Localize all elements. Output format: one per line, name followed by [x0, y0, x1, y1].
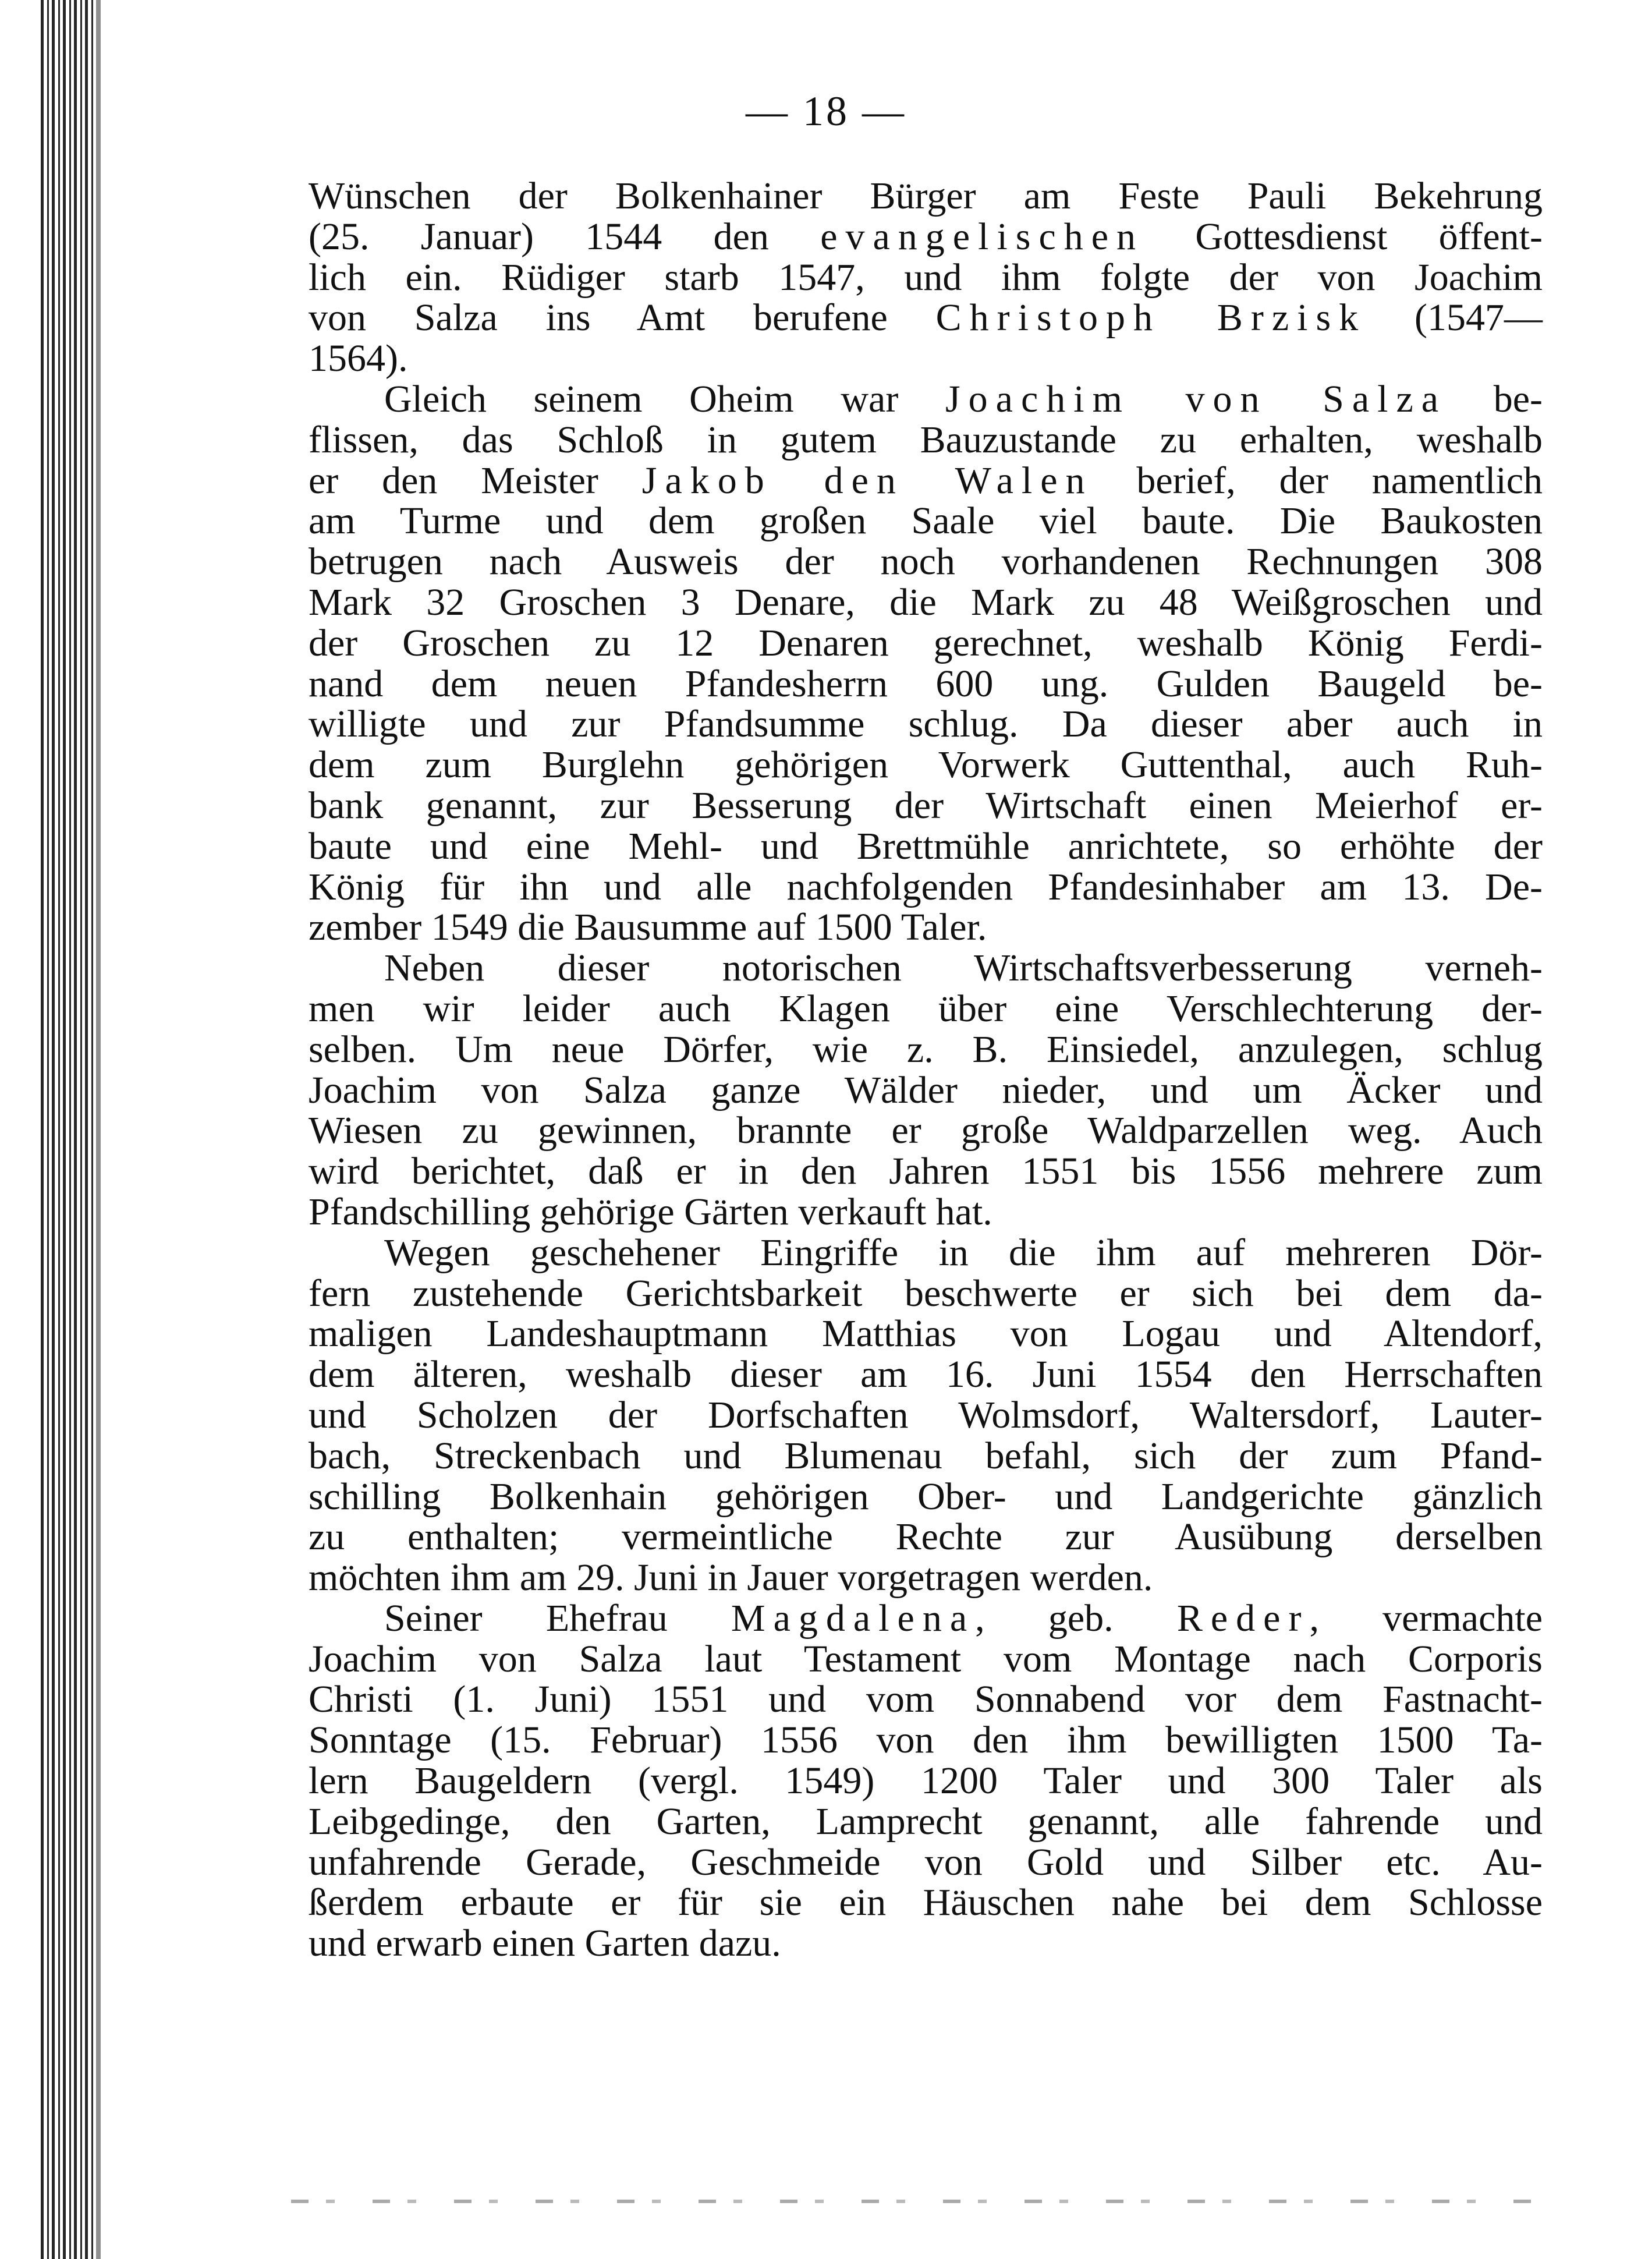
book-binding-edge: [41, 0, 96, 2259]
text-line: [309, 1639, 1543, 1680]
text-line: [309, 1557, 1543, 1598]
emphasized-name: Reder: [1176, 1596, 1310, 1640]
text-segment: Sonntage (15. Februar) 1556 von den ihm bewilligten 1500 Ta-: [309, 1719, 1543, 1762]
text-line: [309, 745, 1543, 785]
text-segment: baute und eine Mehl- und Brettmühle anrichtete, so erhöhte der: [309, 824, 1543, 868]
text-line: [309, 1923, 1543, 1964]
text-line: [309, 1720, 1543, 1761]
text-segment: selben. Um neue Dörfer, wie z. B. Einsiedel, anzulegen, schlug: [309, 1028, 1543, 1071]
text-line: [309, 785, 1543, 826]
text-segment: unfahrende Gerade, Geschmeide von Gold und Silber etc. Au-: [309, 1840, 1543, 1883]
text-line: [309, 1761, 1543, 1801]
paragraph: [309, 176, 1543, 379]
scan-artifact-line: [291, 2200, 1543, 2203]
emphasized-name: Magdalena: [731, 1596, 976, 1640]
text-segment: möchten ihm am 29. Juni in Jauer vorgetragen werden.: [309, 1556, 1153, 1599]
text-line: [309, 1395, 1543, 1436]
text-segment: , vermachte: [1309, 1596, 1543, 1640]
text-segment: König für ihn und alle nachfolgenden Pfandesinhaber am 13. De-: [309, 865, 1543, 908]
text-line: [309, 1882, 1543, 1923]
text-line: [309, 1477, 1543, 1517]
text-line: [309, 989, 1543, 1029]
text-segment: bank genannt, zur Besserung der Wirtschaft einen Meierhof er-: [309, 784, 1543, 827]
text-line: [309, 623, 1543, 664]
text-segment: lern Baugeldern (vergl. 1549) 1200 Taler und 300 Taler als: [309, 1759, 1543, 1803]
text-line: [309, 1070, 1543, 1111]
text-segment: 1564).: [309, 337, 408, 380]
text-line: [309, 461, 1543, 501]
text-line: [309, 1801, 1543, 1842]
text-line: [309, 217, 1543, 257]
text-line: [309, 1233, 1543, 1273]
text-line: [309, 704, 1543, 745]
text-line: [309, 907, 1543, 948]
text-segment: wird berichtet, daß er in den Jahren 1551 bis 1556 mehrere zum: [309, 1150, 1543, 1193]
text-line: [309, 1273, 1543, 1314]
text-segment: am Turme und dem großen Saale viel baute. Die Baukosten: [309, 500, 1543, 543]
paragraph: [309, 948, 1543, 1233]
text-line: [309, 1110, 1543, 1151]
text-line: [309, 176, 1543, 217]
text-line: [309, 338, 1543, 379]
text-segment: Joachim von Salza laut Testament vom Montage nach Corporis: [309, 1637, 1543, 1680]
text-segment: Christi (1. Juni) 1551 und vom Sonnabend vor dem Fastnacht-: [309, 1678, 1543, 1721]
text-segment: , geb.: [975, 1596, 1177, 1640]
text-line: [309, 948, 1543, 989]
emphasized-name: Jakob den Walen: [641, 459, 1093, 502]
text-segment: be-: [1447, 377, 1543, 420]
book-binding-shadow: [96, 0, 101, 2259]
text-segment: Neben dieser notorischen Wirtschaftsverbesserung verneh-: [384, 947, 1543, 990]
text-segment: Pfandschilling gehörige Gärten verkauft hat.: [309, 1190, 992, 1233]
text-segment: berief, der namentlich: [1093, 459, 1543, 502]
text-segment: und Scholzen der Dorfschaften Wolmsdorf, Waltersdorf, Lauter-: [309, 1393, 1543, 1436]
text-segment: willigte und zur Pfandsumme schlug. Da dieser aber auch in: [309, 703, 1543, 746]
text-segment: fern zustehende Gerichtsbarkeit beschwerte er sich bei dem da-: [309, 1272, 1543, 1315]
text-line: [309, 1517, 1543, 1557]
text-segment: Leibgedinge, den Garten, Lamprecht genannt, alle fahrende und: [309, 1800, 1543, 1843]
text-segment: ßerdem erbaute er für sie ein Häuschen nahe bei dem Schlosse: [309, 1881, 1543, 1924]
text-line: [309, 1436, 1543, 1477]
text-line: [309, 1029, 1543, 1070]
text-segment: zu enthalten; vermeintliche Rechte zur Ausübung derselben: [309, 1516, 1543, 1559]
text-line: [309, 1598, 1543, 1639]
text-segment: Gottesdienst öffent-: [1144, 215, 1543, 258]
page-number: — 18 —: [746, 88, 906, 134]
text-segment: schilling Bolkenhain gehörigen Ober- und Landgerichte gänzlich: [309, 1475, 1543, 1518]
text-line: [309, 664, 1543, 704]
text-segment: flissen, das Schloß in gutem Bauzustande zu erhalten, weshalb: [309, 418, 1543, 461]
text-line: [309, 257, 1543, 298]
text-segment: zember 1549 die Bausumme auf 1500 Taler.: [309, 906, 987, 949]
text-segment: lich ein. Rüdiger starb 1547, und ihm folgte der von Joachim: [309, 256, 1543, 299]
text-segment: der Groschen zu 12 Denaren gerechnet, weshalb König Ferdi-: [309, 621, 1543, 664]
text-line: [309, 298, 1543, 338]
text-line: [309, 501, 1543, 541]
text-segment: Joachim von Salza ganze Wälder nieder, und um Äcker und: [309, 1068, 1543, 1111]
text-segment: Wiesen zu gewinnen, brannte er große Waldparzellen weg. Auch: [309, 1109, 1543, 1152]
text-segment: (25. Januar) 1544 den: [309, 215, 821, 258]
text-segment: Gleich seinem Oheim war: [384, 377, 945, 420]
text-segment: dem zum Burglehn gehörigen Vorwerk Guttenthal, auch Ruh-: [309, 743, 1543, 787]
body-text: [309, 176, 1543, 1964]
text-segment: Seiner Ehefrau: [384, 1596, 731, 1640]
text-segment: (1547—: [1366, 296, 1543, 339]
text-line: [309, 1313, 1543, 1354]
text-line: [309, 582, 1543, 623]
text-segment: men wir leider auch Klagen über eine Verschlechterung der-: [309, 987, 1543, 1030]
text-segment: betrugen nach Ausweis der noch vorhandenen Rechnungen 308: [309, 540, 1543, 583]
text-segment: nand dem neuen Pfandesherrn 600 ung. Gulden Baugeld be-: [309, 662, 1543, 705]
text-line: [309, 1192, 1543, 1233]
text-line: [309, 420, 1543, 461]
text-segment: maligen Landeshauptmann Matthias von Logau und Altendorf,: [309, 1312, 1543, 1355]
text-line: [309, 867, 1543, 908]
text-segment: er den Meister: [309, 459, 642, 502]
paragraph: [309, 1598, 1543, 1964]
emphasized-name: evangelischen: [820, 215, 1144, 258]
emphasized-name: Joachim von Salza: [945, 377, 1447, 420]
text-segment: Wünschen der Bolkenhainer Bürger am Feste Pauli Bekehrung: [309, 175, 1543, 217]
text-line: [309, 541, 1543, 582]
text-segment: Mark 32 Groschen 3 Denare, die Mark zu 48 Weißgroschen und: [309, 580, 1543, 624]
paragraph: [309, 379, 1543, 948]
text-line: [309, 1151, 1543, 1192]
text-segment: bach, Streckenbach und Blumenau befahl, sich der zum Pfand-: [309, 1434, 1543, 1477]
emphasized-name: Christoph Brzisk: [935, 296, 1367, 339]
text-segment: von Salza ins Amt berufene: [309, 296, 936, 339]
text-line: [309, 1679, 1543, 1720]
text-segment: und erwarb einen Garten dazu.: [309, 1922, 781, 1965]
paragraph: [309, 1233, 1543, 1598]
text-line: [309, 1354, 1543, 1395]
text-line: [309, 379, 1543, 420]
text-segment: dem älteren, weshalb dieser am 16. Juni 1554 den Herrschaften: [309, 1353, 1543, 1396]
text-segment: Wegen geschehener Eingriffe in die ihm auf mehreren Dör-: [384, 1231, 1543, 1274]
text-line: [309, 826, 1543, 867]
text-line: [309, 1842, 1543, 1883]
